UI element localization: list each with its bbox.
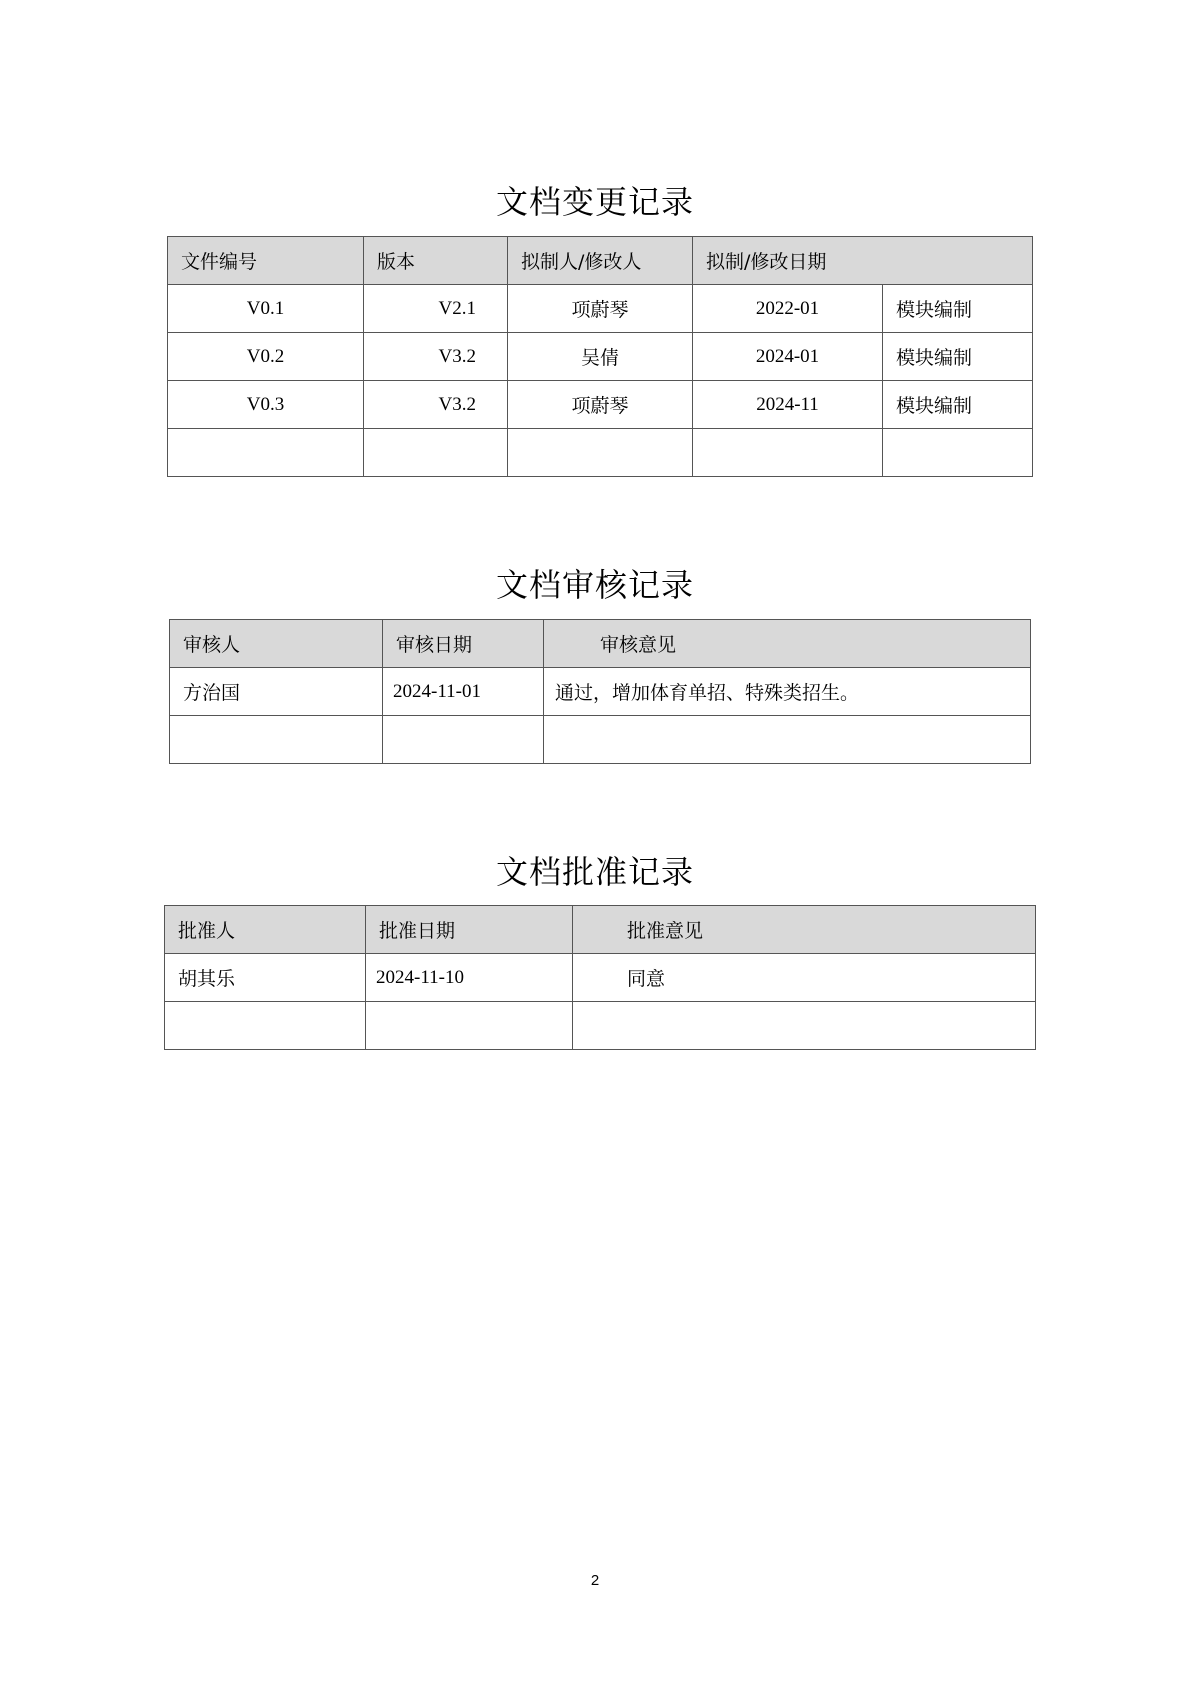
version-cell: V3.2	[364, 381, 508, 429]
empty-cell	[364, 429, 508, 477]
date-cell: 2024-01	[693, 333, 883, 381]
review-record-title: 文档审核记录	[495, 566, 694, 604]
date-cell: 2024-11	[693, 381, 883, 429]
table-row	[165, 954, 1036, 1002]
empty-cell	[508, 429, 693, 477]
empty-cell	[383, 716, 544, 764]
author-cell: 项蔚琴	[508, 285, 693, 333]
table-header-row	[170, 620, 1031, 668]
note-cell: 模块编制	[883, 381, 1033, 429]
review-date-cell: 2024-11-01	[383, 668, 544, 716]
file-no-cell: V0.3	[168, 381, 364, 429]
change-record-title: 文档变更记录	[495, 183, 694, 221]
review-opinion-cell: 通过，增加体育单招、特殊类招生。	[544, 668, 1031, 716]
empty-cell	[366, 1002, 573, 1050]
approver-cell: 胡其乐	[165, 954, 366, 1002]
approval-date-cell: 2024-11-10	[366, 954, 573, 1002]
header-review-date: 审核日期	[383, 620, 544, 668]
approval-record-title: 文档批准记录	[495, 853, 694, 891]
empty-cell	[883, 429, 1033, 477]
version-cell: V2.1	[364, 285, 508, 333]
page-number: 2	[590, 1572, 600, 1589]
date-cell: 2022-01	[693, 285, 883, 333]
file-no-cell: V0.1	[168, 285, 364, 333]
note-cell: 模块编制	[883, 333, 1033, 381]
table-row	[168, 381, 1033, 429]
empty-table-row	[168, 429, 1033, 477]
header-approval-opinion: 批准意见	[573, 906, 1036, 954]
table-header-row	[168, 237, 1033, 285]
empty-cell	[544, 716, 1031, 764]
empty-table-row	[165, 1002, 1036, 1050]
author-cell: 项蔚琴	[508, 381, 693, 429]
review-record-table	[169, 619, 1031, 764]
table-header-row	[165, 906, 1036, 954]
header-date: 拟制/修改日期	[693, 237, 1033, 285]
table-row	[168, 285, 1033, 333]
header-review-opinion: 审核意见	[544, 620, 1031, 668]
reviewer-cell: 方治国	[170, 668, 383, 716]
file-no-cell: V0.2	[168, 333, 364, 381]
header-reviewer: 审核人	[170, 620, 383, 668]
header-file-no: 文件编号	[168, 237, 364, 285]
empty-table-row	[170, 716, 1031, 764]
approval-opinion-cell: 同意	[573, 954, 1036, 1002]
empty-cell	[168, 429, 364, 477]
table-row	[168, 333, 1033, 381]
approval-record-table	[164, 905, 1036, 1050]
header-approver: 批准人	[165, 906, 366, 954]
author-cell: 吴倩	[508, 333, 693, 381]
empty-cell	[693, 429, 883, 477]
note-cell: 模块编制	[883, 285, 1033, 333]
empty-cell	[165, 1002, 366, 1050]
version-cell: V3.2	[364, 333, 508, 381]
header-version: 版本	[364, 237, 508, 285]
empty-cell	[573, 1002, 1036, 1050]
header-approval-date: 批准日期	[366, 906, 573, 954]
empty-cell	[170, 716, 383, 764]
header-author: 拟制人/修改人	[508, 237, 693, 285]
change-record-table	[167, 236, 1033, 477]
table-row	[170, 668, 1031, 716]
